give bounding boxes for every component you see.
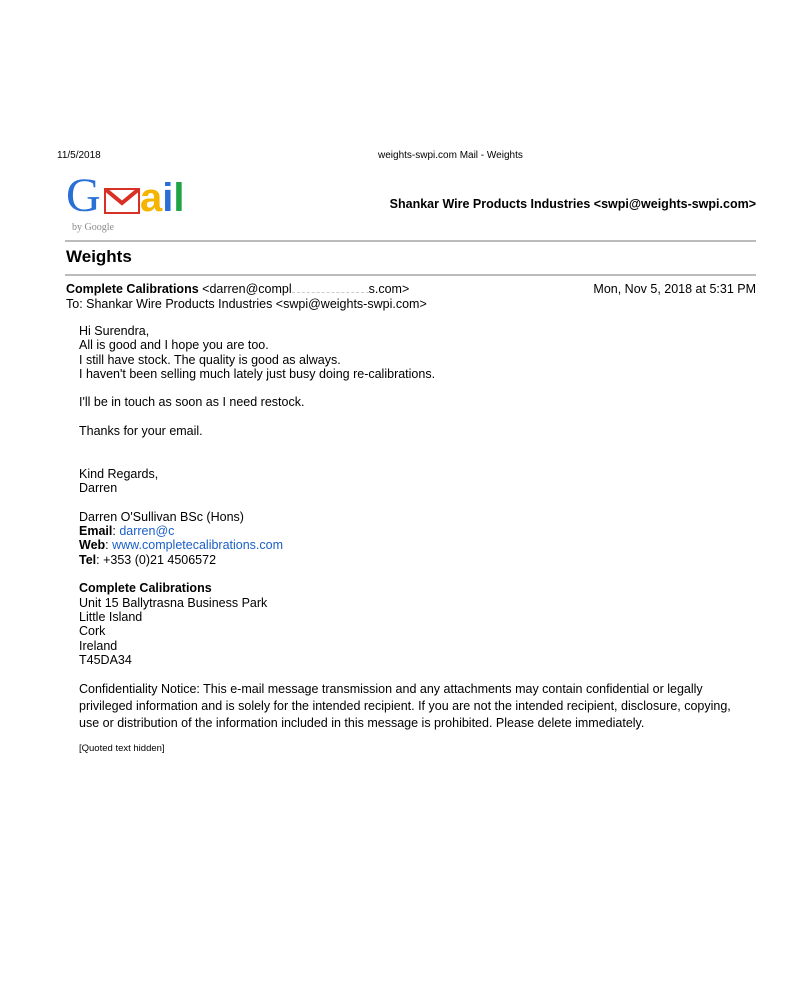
web-link[interactable]: www.completecalibrations.com: [112, 538, 284, 553]
signoff: Kind Regards,: [79, 466, 159, 481]
body-line: I still have stock. The quality is good as always.: [79, 352, 341, 367]
sender: [66, 282, 409, 296]
address-line: Ireland: [79, 638, 118, 653]
sig-company: Complete Calibrations: [79, 581, 212, 596]
message-date: Mon, Nov 5, 2018 at 5:31 PM: [593, 282, 756, 296]
sig-email: Email: darren@c: [79, 524, 175, 539]
envelope-icon: [104, 188, 140, 214]
divider: [65, 240, 756, 242]
sender-email-end: s.com>: [368, 282, 410, 296]
print-date: 11/5/2018: [57, 150, 101, 161]
email-link[interactable]: darren@c: [119, 524, 175, 539]
body-line: I'll be in touch as soon as I need restock.: [79, 395, 305, 410]
tel-value: : +353 (0)21 4506572: [96, 552, 217, 567]
greeting: Hi Surendra,: [79, 324, 150, 338]
body-line: I haven't been selling much lately just busy doing re-calibrations.: [79, 366, 436, 381]
address-line: Unit 15 Ballytrasna Business Park: [79, 595, 268, 610]
sender-name: Complete Calibrations: [66, 282, 199, 296]
address-line: T45DA34: [79, 652, 132, 667]
sig-name: Darren O'Sullivan BSc (Hons): [79, 509, 244, 524]
subject-title: Weights: [66, 247, 132, 266]
body-line: All is good and I hope you are too.: [79, 338, 269, 353]
logo-ail: ail: [140, 176, 185, 220]
sig-tel: [79, 553, 739, 567]
redaction: [292, 284, 369, 293]
address-line: Little Island: [79, 609, 143, 624]
gmail-logo: [66, 169, 196, 236]
account-label: Shankar Wire Products Industries <swpi@weights-swpi.com>: [389, 197, 756, 211]
signoff-name: Darren: [79, 481, 118, 496]
body-line: Thanks for your email.: [79, 424, 203, 439]
tel-label: Tel: [79, 552, 97, 567]
quoted-text-toggle[interactable]: [Quoted text hidden]: [79, 743, 165, 755]
address-line: Cork: [79, 624, 106, 639]
web-label: Web: [79, 538, 106, 553]
message-body: [79, 324, 739, 757]
email-label: Email: [79, 524, 113, 539]
recipient: To: Shankar Wire Products Industries <swpi@weights-swpi.com>: [66, 297, 427, 311]
logo-g: G: [66, 169, 101, 222]
logo-byline: by Google: [72, 222, 114, 233]
sig-web: Web: www.completecalibrations.com: [79, 538, 284, 553]
print-title: weights-swpi.com Mail - Weights: [378, 150, 523, 161]
divider: [65, 274, 756, 276]
sender-email-start: <darren@compl: [202, 282, 292, 296]
confidentiality-notice: Confidentiality Notice: This e-mail message transmission and any attachments may contain confidential or legally privileged information and is solely for the intended recipient. If you are not the intended recipient, disclosure, copying, use or distribution of the information included in this message is prohibited. Please delete immediately.: [79, 682, 731, 731]
